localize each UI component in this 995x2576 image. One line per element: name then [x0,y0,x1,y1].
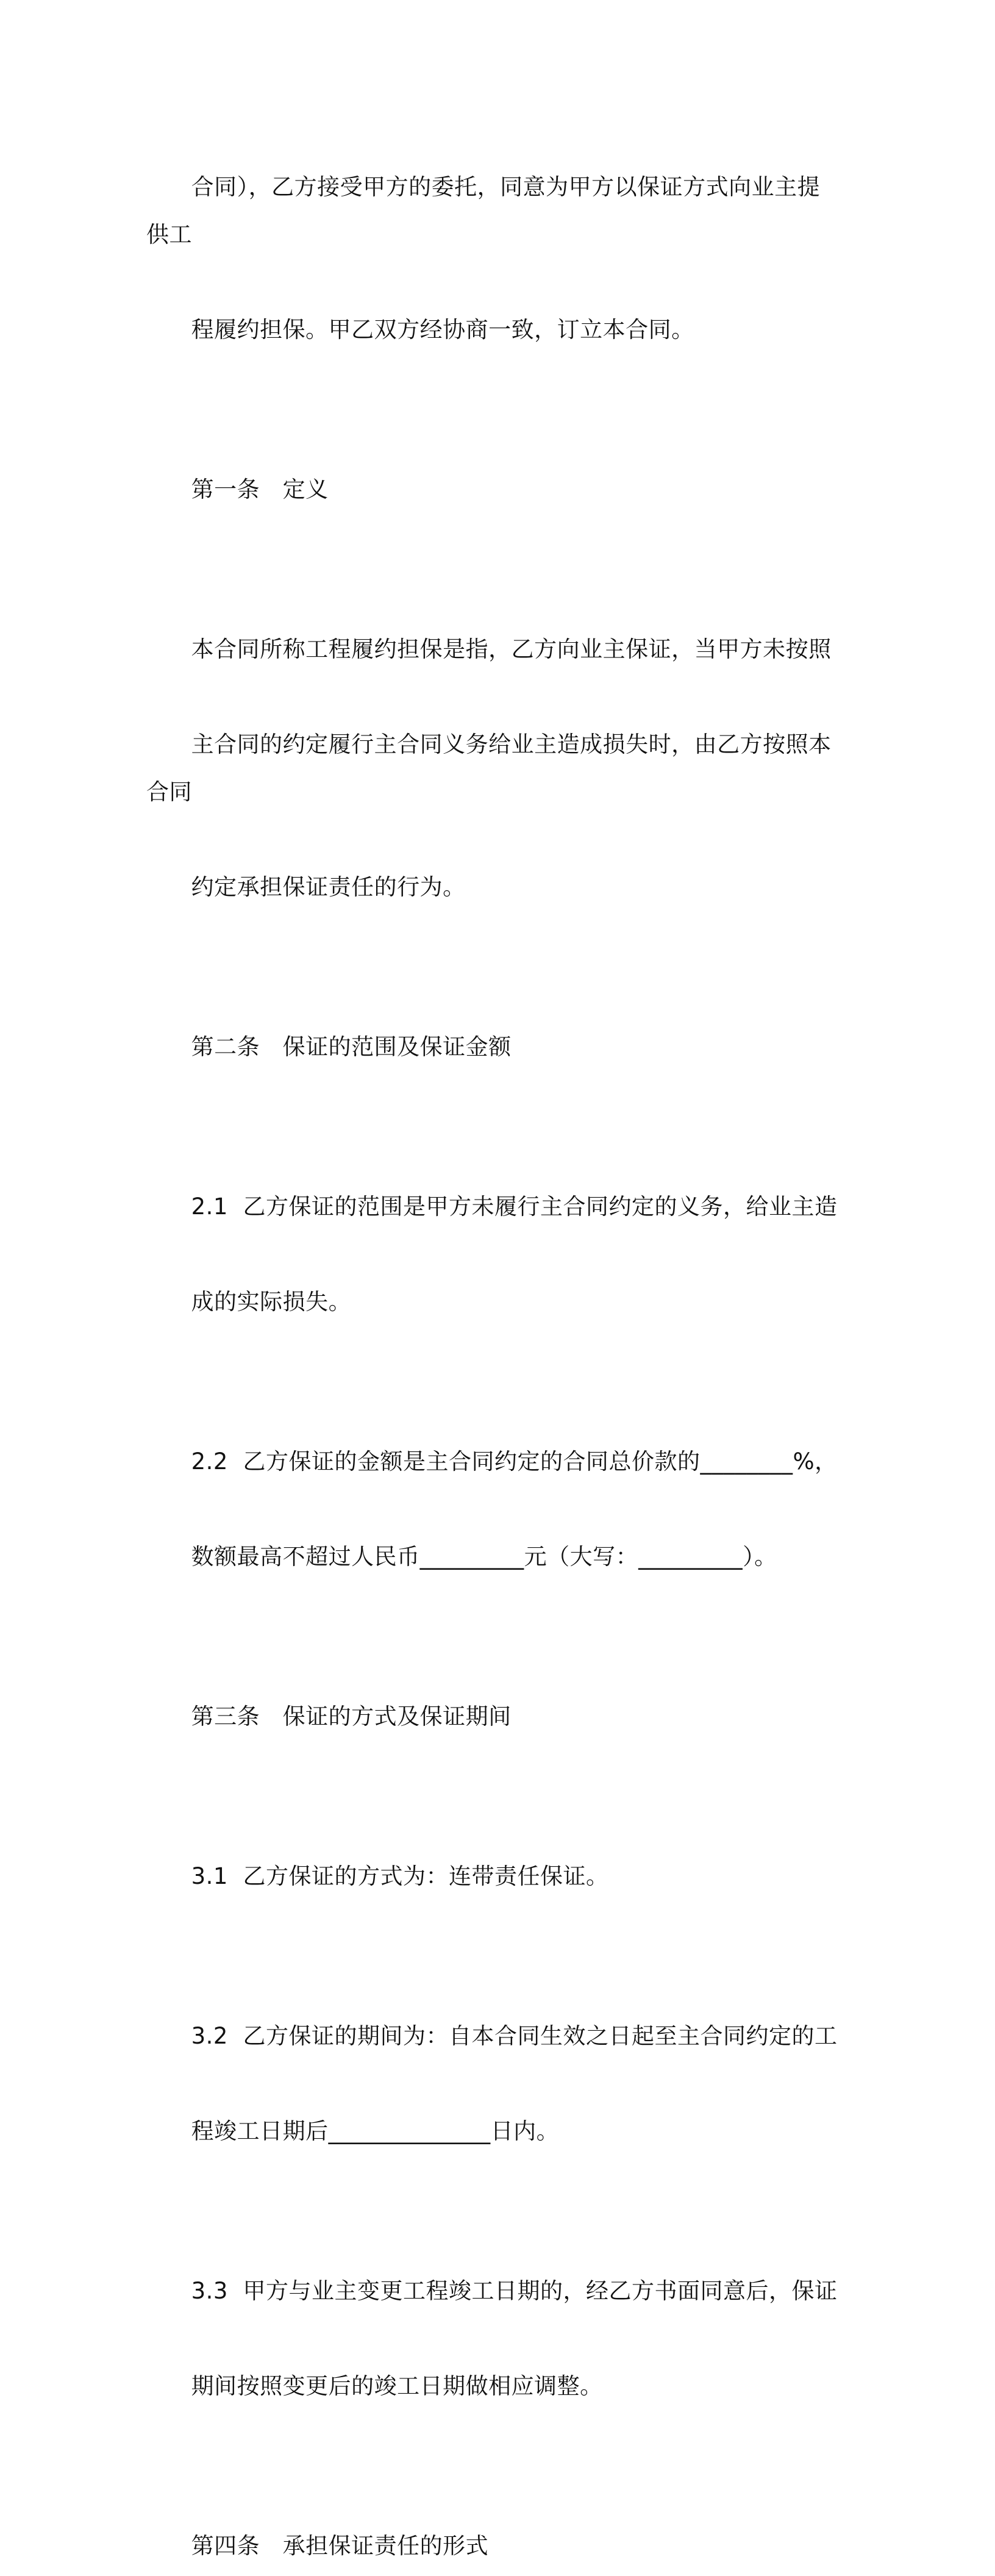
article-3-title: 第三条 保证的方式及保证期间 [191,1703,512,1730]
clause-2-1 [146,1136,841,1373]
article-1-line-3: 约定承担保证责任的行为。 [191,874,466,900]
clause-2-2 [146,1390,841,1628]
intro-continued-paragraph [146,116,841,401]
clause-3-2-line-2: 程竣工日期后______________日内。 [191,2118,560,2144]
article-1-heading [146,418,841,561]
document-body [146,116,841,2576]
article-2-title: 第二条 保证的范围及保证金额 [191,1034,512,1060]
article-1-line-2: 主合同的约定履行主合同义务给业主造成损失时，由乙方按照本合同 [146,731,832,805]
clause-3-2 [146,1965,841,2203]
clause-3-1 [146,1805,841,1948]
clause-2-2-line-1: 2.2 乙方保证的金额是主合同约定的合同总价款的________%， [191,1448,838,1475]
article-4-title: 第四条 承担保证责任的形式 [191,2533,489,2559]
clause-3-3-line-1: 3.3 甲方与业主变更工程竣工日期的，经乙方书面同意后，保证 [191,2278,838,2304]
clause-3-2-line-1: 3.2 乙方保证的期间为：自本合同生效之日起至主合同约定的工 [191,2023,838,2049]
clause-3-3-line-2: 期间按照变更后的竣工日期做相应调整。 [191,2373,603,2399]
clause-2-1-line-2: 成的实际损失。 [191,1289,352,1315]
article-1-line-1: 本合同所称工程履约担保是指，乙方向业主保证，当甲方未按照 [191,636,832,662]
article-2-heading [146,976,841,1118]
intro-line-2: 程履约担保。甲乙双方经协商一致，订立本合同。 [191,317,694,343]
clause-3-3 [146,2220,841,2458]
article-1-body [146,578,841,959]
clause-2-2-line-2: 数额最高不超过人民币_________元（大写：_________）。 [191,1544,777,1570]
intro-line-1: 合同），乙方接受甲方的委托，同意为甲方以保证方式向业主提供工 [146,174,821,248]
article-4-heading [146,2475,841,2576]
clause-3-1-line-1: 3.1 乙方保证的方式为：连带责任保证。 [191,1863,609,1889]
article-3-heading [146,1645,841,1788]
article-1-title: 第一条 定义 [191,476,329,503]
clause-2-1-line-1: 2.1 乙方保证的范围是甲方未履行主合同约定的义务，给业主造 [191,1193,838,1220]
